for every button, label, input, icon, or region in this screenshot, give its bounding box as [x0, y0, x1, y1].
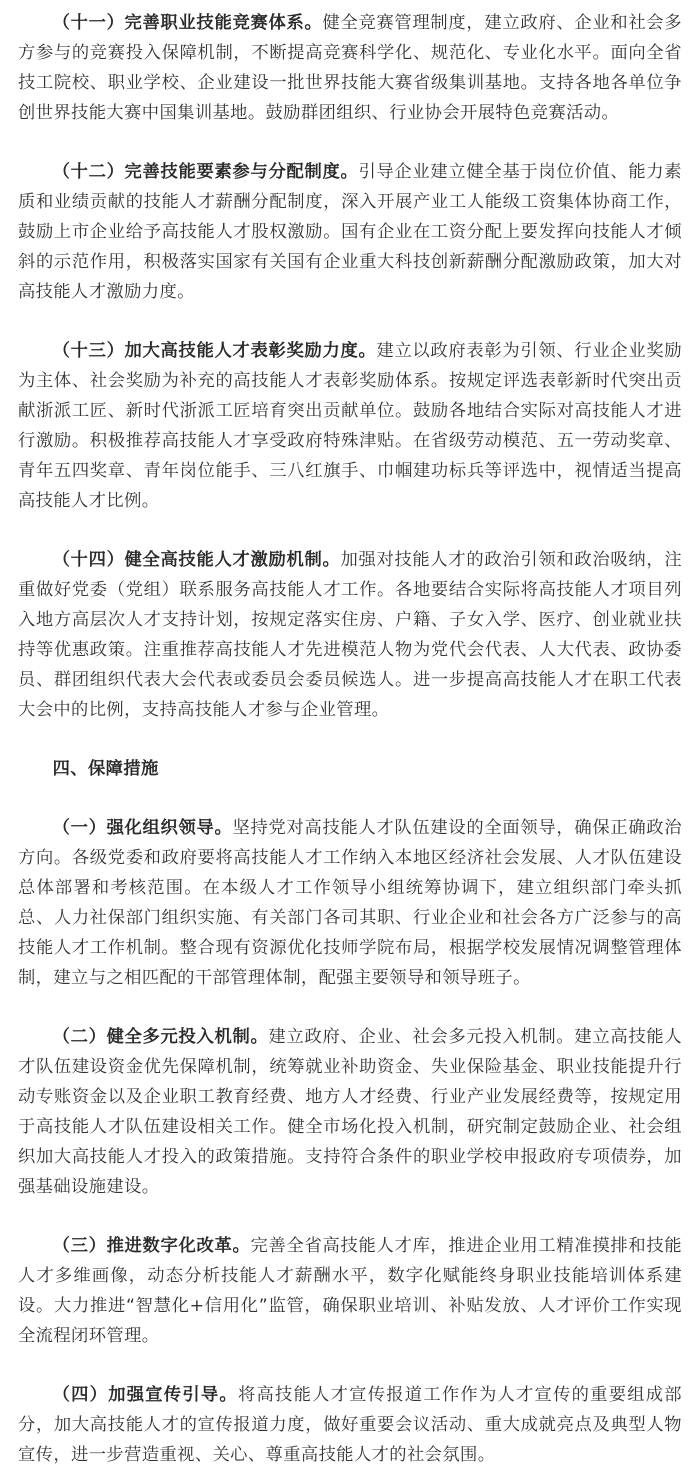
paragraph-measure-3: [18, 1231, 682, 1351]
paragraph-body: 将高技能人才宣传报道工作作为人才宣传的重要组成部分，加大高技能人才的宣传报道力度，做好重要会议活动、重大成就亮点及典型人物宣传，进一步营造重视、关心、尊重高技能人才的社会氛围。: [18, 1385, 682, 1465]
paragraph-lead: （十四）健全高技能人才激励机制。: [52, 550, 341, 570]
paragraph-body: 建立以政府表彰为引领、行业企业奖励为主体、社会奖励为补充的高技能人才表彰奖励体系。按规定评选表彰新时代突出贡献浙派工匠、新时代浙派工匠培育突出贡献单位。鼓励各地结合实际对高技能人才进行激励。积极推荐高技能人才享受政府特殊津贴。在省级劳动模范、五一劳动奖章、青年五四奖章、青年岗位能手、三八红旗手、巾帼建功标兵等评选中，视情适当提高高技能人才比例。: [18, 341, 682, 511]
paragraph-lead: （十三）加大高技能人才表彰奖励力度。: [52, 341, 377, 361]
paragraph-body: 完善全省高技能人才库，推进企业用工精准摸排和技能人才多维画像，动态分析技能人才薪酬水平，数字化赋能终身职业技能培训体系建设。大力推进“智慧化+信用化”监管，确保职业培训、补贴发放、人才评价工作实现全流程闭环管理。: [18, 1236, 683, 1346]
paragraph-lead: （十一）完善职业技能竞赛体系。: [52, 13, 323, 33]
paragraph-lead: （三）推进数字化改革。: [52, 1236, 251, 1256]
paragraph-lead: （一）强化组织领导。: [52, 818, 233, 838]
paragraph-gap: [18, 128, 682, 157]
paragraph-gap: [18, 1351, 682, 1380]
paragraph-body: 引导企业建立健全基于岗位价值、能力素质和业绩贡献的技能人才薪酬分配制度，深入开展产业工人能级工资集体协商工作，鼓励上市企业给予高技能人才股权激励。国有企业在工资分配上要发挥向技能人才倾斜的示范作用，积极落实国家有关国有企业重大科技创新薪酬分配激励政策，加大对高技能人才激励力度。: [18, 162, 682, 302]
section-heading: 四、保障措施: [52, 759, 159, 779]
paragraph-12: [18, 157, 682, 307]
paragraph-body: 建立政府、企业、社会多元投入机制。建立高技能人才队伍建设资金优先保障机制，统筹就业补助资金、失业保险基金、职业技能提升行动专账资金以及企业职工教育经费、地方人才经费、行业产业发展经费等，按规定用于高技能人才队伍建设相关工作。健全市场化投入机制，研究制定鼓励企业、社会组织加大高技能人才投入的政策措施。支持符合条件的职业学校申报政府专项债券，加强基础设施建设。: [18, 1027, 682, 1197]
paragraph-gap: [18, 307, 682, 336]
paragraph-gap: [18, 725, 682, 754]
paragraph-13: [18, 336, 682, 516]
paragraph-gap: [18, 516, 682, 545]
paragraph-11: [18, 8, 682, 128]
paragraph-14: [18, 545, 682, 725]
paragraph-body: 加强对技能人才的政治引领和政治吸纳，注重做好党委（党组）联系服务高技能人才工作。各地要结合实际将高技能人才项目列入地方高层次人才支持计划，按规定落实住房、户籍、子女入学、医疗、创业就业扶持等优惠政策。注重推荐高技能人才先进模范人物为党代会代表、人大代表、政协委员、群团组织代表大会代表或委员会委员候选人。进一步提高高技能人才在职工代表大会中的比例，支持高技能人才参与企业管理。: [18, 550, 682, 720]
paragraph-lead: （十二）完善技能要素参与分配制度。: [52, 162, 359, 182]
paragraph-body: 坚持党对高技能人才队伍建设的全面领导，确保正确政治方向。各级党委和政府要将高技能人才工作纳入本地区经济社会发展、人才队伍建设总体部署和考核范围。在本级人才工作领导小组统筹协调下，建立组织部门牵头抓总、人力社保部门组织实施、有关部门各司其职、行业企业和社会各方广泛参与的高技能人才工作机制。整合现有资源优化技师学院布局，根据学校发展情况调整管理体制，建立与之相匹配的干部管理体制，配强主要领导和领导班子。: [18, 818, 682, 988]
paragraph-measure-1: [18, 813, 682, 993]
paragraph-measure-2: [18, 1022, 682, 1202]
paragraph-measure-4: [18, 1380, 682, 1470]
paragraph-gap: [18, 1202, 682, 1231]
paragraph-gap: [18, 784, 682, 813]
paragraph-lead: （四）加强宣传引导。: [52, 1385, 238, 1405]
paragraph-gap: [18, 993, 682, 1022]
paragraph-body: 健全竞赛管理制度，建立政府、企业和社会多方参与的竞赛投入保障机制，不断提高竞赛科学化、规范化、专业化水平。面向全省技工院校、职业学校、企业建设一批世界技能大赛省级集训基地。支持各地各单位争创世界技能大赛中国集训基地。鼓励群团组织、行业协会开展特色竞赛活动。: [18, 13, 682, 123]
paragraph-lead: （二）健全多元投入机制。: [52, 1027, 269, 1047]
